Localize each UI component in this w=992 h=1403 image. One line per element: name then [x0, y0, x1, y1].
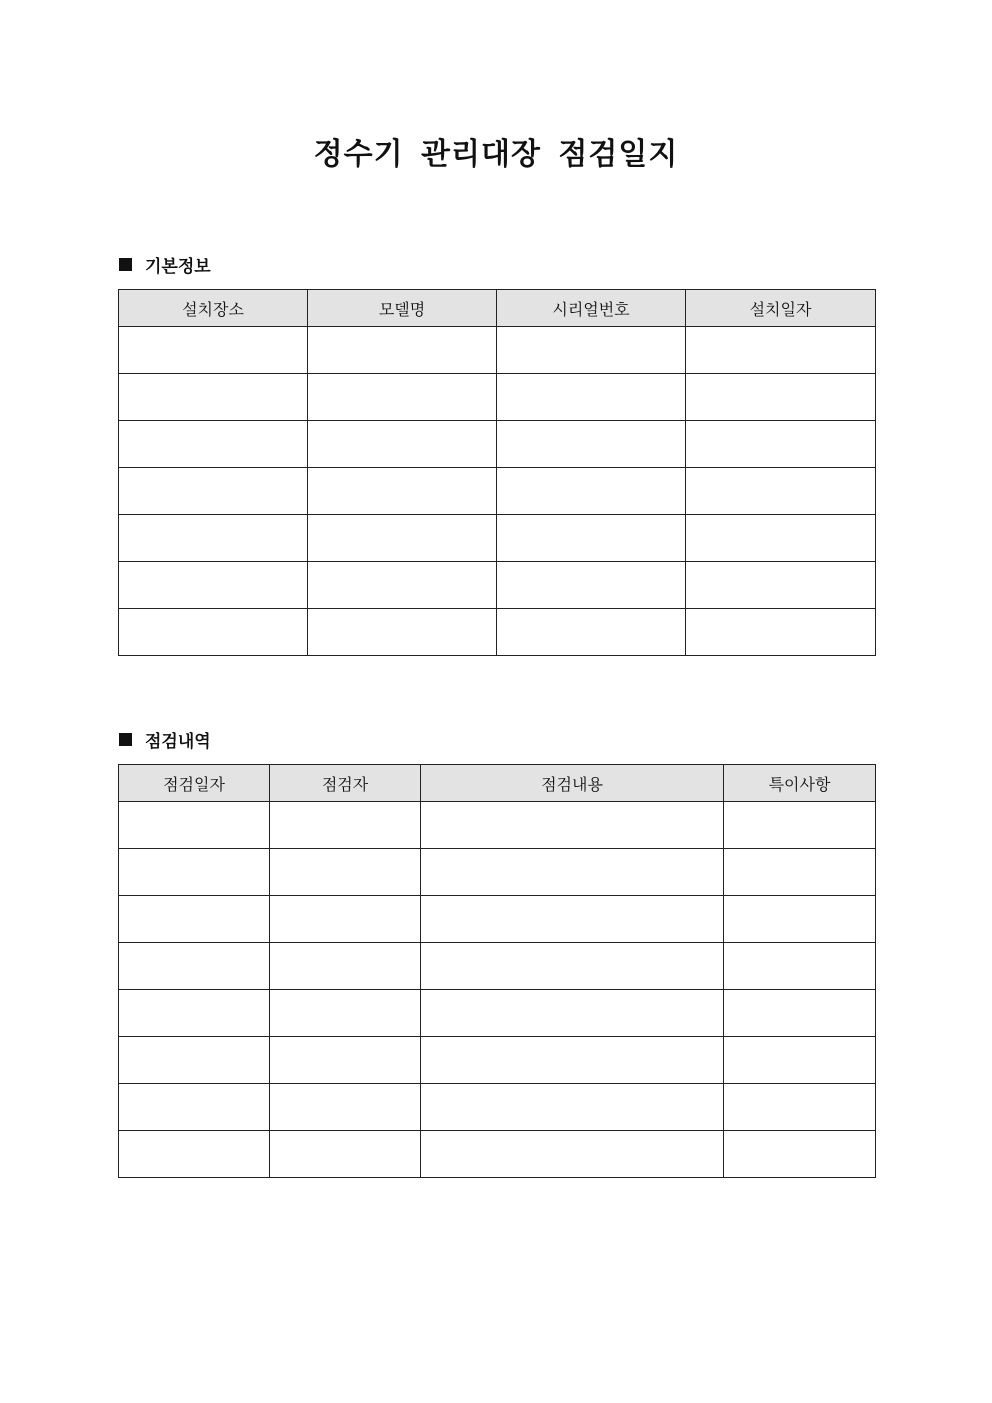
table-cell[interactable]: [421, 802, 724, 849]
table-row: [119, 374, 876, 421]
table-cell[interactable]: [497, 468, 686, 515]
table-cell[interactable]: [724, 1037, 876, 1084]
square-bullet-icon: [119, 258, 132, 271]
table-cell[interactable]: [119, 943, 270, 990]
table-cell[interactable]: [270, 1037, 421, 1084]
table-row: [119, 468, 876, 515]
inspection-table: [118, 764, 876, 1178]
table-row: [119, 849, 876, 896]
table-cell[interactable]: [497, 327, 686, 374]
table-header-row: [119, 290, 876, 327]
table-cell[interactable]: [497, 515, 686, 562]
table-row: [119, 802, 876, 849]
table-cell[interactable]: [270, 990, 421, 1037]
table-cell[interactable]: [497, 609, 686, 656]
table-cell[interactable]: [119, 515, 308, 562]
table-row: [119, 515, 876, 562]
table-cell[interactable]: [497, 374, 686, 421]
table-cell[interactable]: [724, 943, 876, 990]
table-cell[interactable]: [421, 1084, 724, 1131]
table-row: [119, 562, 876, 609]
table-header-row: [119, 765, 876, 802]
column-header-remarks: 특이사항: [724, 765, 876, 802]
table-cell[interactable]: [724, 849, 876, 896]
table-cell[interactable]: [724, 990, 876, 1037]
table-cell[interactable]: [270, 849, 421, 896]
section-heading-label: 기본정보: [145, 256, 211, 277]
table-cell[interactable]: [686, 468, 876, 515]
column-header-inspection-date: 점검일자: [119, 765, 270, 802]
table-cell[interactable]: [421, 943, 724, 990]
table-cell[interactable]: [686, 515, 876, 562]
table-cell[interactable]: [119, 562, 308, 609]
table-cell[interactable]: [119, 849, 270, 896]
table-cell[interactable]: [421, 990, 724, 1037]
square-bullet-icon: [119, 733, 132, 746]
table-cell[interactable]: [119, 1037, 270, 1084]
table-cell[interactable]: [270, 896, 421, 943]
table-cell[interactable]: [270, 802, 421, 849]
table-row: [119, 1084, 876, 1131]
table-cell[interactable]: [724, 896, 876, 943]
table-row: [119, 1037, 876, 1084]
table-cell[interactable]: [686, 374, 876, 421]
table-cell[interactable]: [119, 1084, 270, 1131]
section-heading-inspection: [119, 727, 211, 751]
column-header-inspection-details: 점검내용: [421, 765, 724, 802]
table-cell[interactable]: [308, 468, 497, 515]
table-cell[interactable]: [497, 562, 686, 609]
table-cell[interactable]: [119, 609, 308, 656]
table-cell[interactable]: [270, 1084, 421, 1131]
table-cell[interactable]: [421, 849, 724, 896]
column-header-install-date: 설치일자: [686, 290, 876, 327]
table-cell[interactable]: [119, 802, 270, 849]
table-cell[interactable]: [724, 802, 876, 849]
table-row: [119, 421, 876, 468]
table-cell[interactable]: [308, 421, 497, 468]
table-cell[interactable]: [308, 374, 497, 421]
table-cell[interactable]: [421, 1037, 724, 1084]
section-heading-basic-info: [119, 252, 211, 276]
table-cell[interactable]: [119, 421, 308, 468]
table-row: [119, 896, 876, 943]
table-cell[interactable]: [119, 1131, 270, 1178]
table-cell[interactable]: [686, 609, 876, 656]
table-cell[interactable]: [119, 896, 270, 943]
table-cell[interactable]: [308, 609, 497, 656]
table-row: [119, 943, 876, 990]
table-row: [119, 1131, 876, 1178]
table-cell[interactable]: [421, 896, 724, 943]
column-header-serial-number: 시리얼번호: [497, 290, 686, 327]
table-cell[interactable]: [421, 1131, 724, 1178]
table-cell[interactable]: [270, 1131, 421, 1178]
table-cell[interactable]: [686, 562, 876, 609]
table-cell[interactable]: [497, 421, 686, 468]
basic-info-table: [118, 289, 876, 656]
table-cell[interactable]: [724, 1084, 876, 1131]
table-row: [119, 609, 876, 656]
table-cell[interactable]: [724, 1131, 876, 1178]
table-cell[interactable]: [308, 562, 497, 609]
table-cell[interactable]: [686, 327, 876, 374]
table-cell[interactable]: [270, 943, 421, 990]
column-header-model-name: 모델명: [308, 290, 497, 327]
table-cell[interactable]: [119, 990, 270, 1037]
section-heading-label: 점검내역: [145, 731, 211, 752]
column-header-inspector: 점검자: [270, 765, 421, 802]
table-row: [119, 327, 876, 374]
page-title: 정수기 관리대장 점검일지: [313, 137, 679, 172]
table-cell[interactable]: [119, 374, 308, 421]
table-cell[interactable]: [119, 468, 308, 515]
table-cell[interactable]: [119, 327, 308, 374]
table-row: [119, 990, 876, 1037]
table-cell[interactable]: [686, 421, 876, 468]
table-cell[interactable]: [308, 327, 497, 374]
table-cell[interactable]: [308, 515, 497, 562]
column-header-install-location: 설치장소: [119, 290, 308, 327]
